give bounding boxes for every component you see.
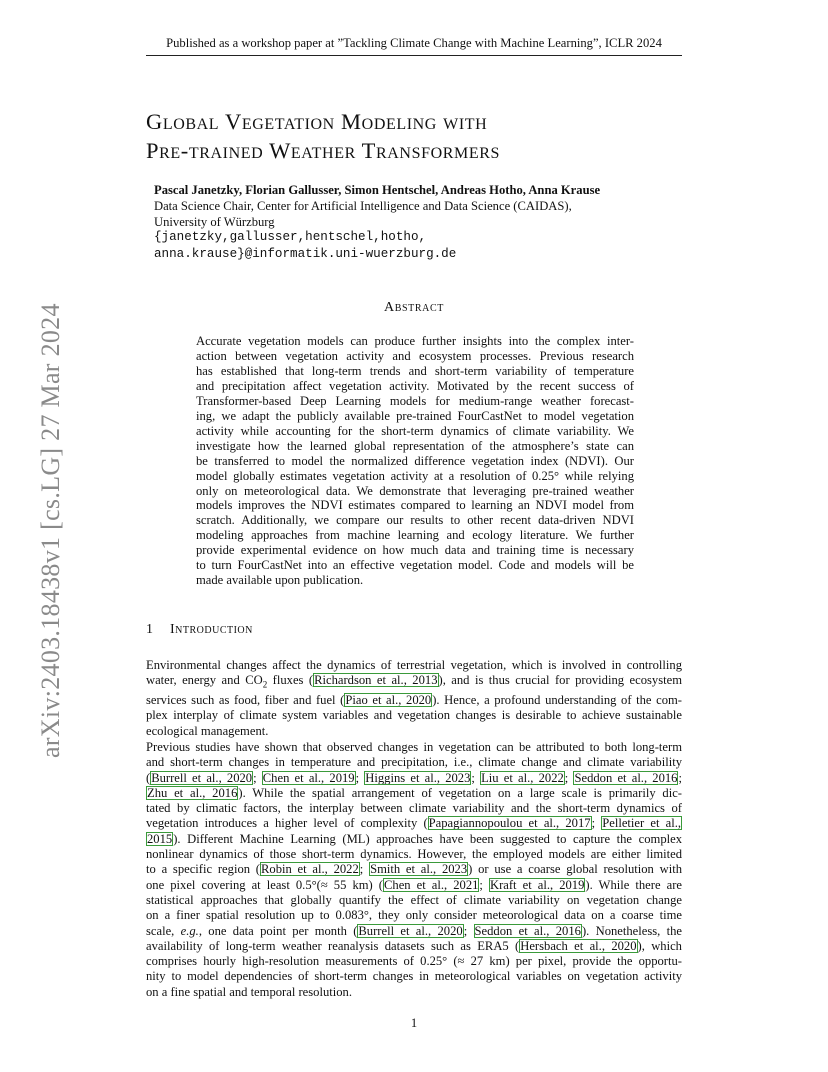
abstract-line: action between vegetation activity and ecosystem processes. Previous research	[196, 348, 634, 363]
citation-link[interactable]: Pelletier et al.,	[602, 816, 681, 831]
paragraph-line: one pixel covering at least 0.5°(≈ 55 km) (Chen et al., 2021; Kraft et al., 2019). While there are	[146, 877, 682, 892]
section-number: 1	[146, 622, 153, 637]
affiliation	[154, 199, 572, 230]
paragraph-line: on a fine spatial and temporal resolution.	[146, 984, 352, 999]
citation-link[interactable]: Higgins et al., 2023	[365, 770, 471, 785]
citation-link[interactable]: Seddon et al., 2016	[474, 923, 581, 938]
citation-link[interactable]: Papagiannopoulou et al., 2017	[428, 816, 591, 831]
paragraph-line: on a finer spatial resolution up to 0.083°, they only consider meteorological data on a coarse time	[146, 908, 682, 923]
paragraph-line: Environmental changes affect the dynamics of terrestrial vegetation, which is involved in controlling	[146, 658, 682, 672]
citation-link[interactable]: Kraft et al., 2019	[489, 877, 585, 892]
abstract-line: ing, we adapt the publicly available pre-trained FourCastNet to model vegetation	[196, 408, 634, 423]
paragraph-line: comprises hourly high-resolution measurements of 0.25° (≈ 27 km) per pixel, provide the opportu-	[146, 954, 682, 969]
affiliation-line-1: Data Science Chair, Center for Artificial Intelligence and Data Science (CAIDAS),	[154, 199, 572, 213]
abstract-line: scratch. Additionally, we compare our results to other recent data-driven NDVI	[196, 513, 634, 528]
abstract-line: provide experimental evidence on how much data and training time is necessary	[196, 543, 634, 558]
paragraph-line: and short-term changes in temperature and precipitation, i.e., climate change and climate variability	[146, 755, 682, 770]
abstract-line: activity while accounting for the short-term dynamics of climate variability. We	[196, 423, 634, 438]
email-line-1: {janetzky,gallusser,hentschel,hotho,	[154, 230, 427, 244]
paragraph-line: tated by climatic factors, the interplay between climate variability and the short-term dynamics of	[146, 801, 682, 816]
title-line-2: Pre-trained Weather Transformers	[146, 138, 500, 163]
page-number: 1	[410, 1016, 418, 1030]
citation-link[interactable]: Piao et al., 2020	[345, 693, 432, 708]
arxiv-identifier: arXiv:2403.18438v1 [cs.LG] 27 Mar 2024	[36, 303, 65, 758]
citation-link[interactable]: Liu et al., 2022	[481, 770, 564, 785]
paragraph-line: Previous studies have shown that observed changes in vegetation can be attributed to both long-term	[146, 740, 682, 754]
citation-link[interactable]: Robin et al., 2022	[261, 862, 359, 877]
title-line-1: Global Vegetation Modeling with	[146, 109, 488, 134]
abstract-heading: Abstract	[384, 300, 444, 315]
paragraph-line: nity to model dependencies of short-term changes in meteorological variables on vegetation activity	[146, 969, 682, 984]
abstract-line: Transformer-based Deep Learning models for medium-range weather forecast-	[196, 393, 634, 408]
paper-title	[146, 107, 706, 165]
abstract-line: be transferred to model the normalized difference vegetation index (NDVI). Our	[196, 453, 634, 468]
section-heading-introduction	[146, 622, 253, 638]
citation-link[interactable]: Zhu et al., 2016	[147, 785, 238, 800]
paragraph-line: 2015). Different Machine Learning (ML) approaches have been suggested to capture the complex	[147, 831, 682, 846]
citation-link[interactable]: Burrell et al., 2020	[358, 923, 463, 938]
abstract-line: investigate how the learned global representation of the atmosphere’s state can	[196, 438, 634, 453]
abstract-line: models improves the NDVI estimates compared to learning an NDVI model from	[196, 498, 634, 513]
paragraph-line: Zhu et al., 2016). While the spatial arrangement of vegetation on a large scale is primarily dic-	[147, 785, 682, 800]
paragraph-line: vegetation introduces a higher level of complexity (Papagiannopoulou et al., 2017; Pelletier et al.,	[146, 816, 681, 831]
header-rule	[146, 55, 682, 56]
abstract-line: to turn FourCastNet into an effective vegetation model. Code and models will be	[196, 558, 634, 573]
citation-link[interactable]: Richardson et al., 2013	[314, 673, 438, 688]
paragraph-line: water, energy and $CO_2$ fluxes (Richardson et al., 2013), and is thus crucial for providing ecosystem	[146, 673, 682, 690]
paragraph-line: scale, e.g., one data point per month (Burrell et al., 2020; Seddon et al., 2016). Nonetheless, the	[146, 923, 683, 938]
abstract-line: made available upon publication.	[196, 573, 364, 588]
abstract-line: Accurate vegetation models can produce further insights into the complex inter-	[196, 334, 634, 348]
abstract-line: only on meteorological data. We demonstrate that leveraging pre-trained weather	[196, 483, 634, 498]
citation-link[interactable]: Chen et al., 2021	[384, 877, 479, 892]
intro-paragraph-2	[146, 740, 682, 1000]
paragraph-line: services such as food, fiber and fuel (Piao et al., 2020). Hence, a profound understanding of the com-	[146, 693, 682, 708]
author-emails	[154, 229, 456, 262]
affiliation-line-2: University of Würzburg	[154, 214, 275, 229]
abstract-line: has established that long-term trends and short-term variability of temperature	[196, 363, 634, 378]
abstract-line: and precipitation affect vegetation activity. Motivated by the recent success of	[196, 378, 634, 393]
citation-link[interactable]: Burrell et al., 2020	[151, 770, 253, 785]
citation-link[interactable]: Chen et al., 2019	[262, 770, 355, 785]
citation-link[interactable]: 2015	[147, 831, 173, 846]
citation-link[interactable]: Smith et al., 2023	[370, 862, 468, 877]
citation-link[interactable]: Hersbach et al., 2020	[520, 938, 637, 953]
abstract-body	[196, 334, 634, 588]
paragraph-line: availability of long-term weather reanalysis datasets such as ERA5 (Hersbach et al., 2020), which	[146, 938, 682, 953]
intro-paragraph-1	[146, 658, 682, 739]
paragraph-line: ecological management.	[146, 723, 269, 738]
email-line-2: anna.krause}@informatik.uni-wuerzburg.de	[154, 246, 457, 261]
paragraph-line: to a specific region (Robin et al., 2022; Smith et al., 2023) or use a coarse global resolution with	[146, 862, 683, 877]
paragraph-line: statistical approaches that globally quantify the effect of climate variability on vegetation change	[146, 892, 682, 907]
abstract-line: modeling approaches from machine learning and ecology literature. We further	[196, 528, 634, 543]
running-header: Published as a workshop paper at ”Tackling Climate Change with Machine Learning”, ICLR 2024	[166, 36, 662, 50]
paragraph-line: (Burrell et al., 2020; Chen et al., 2019; Higgins et al., 2023; Liu et al., 2022; Seddon et al., 2016;	[146, 770, 682, 785]
paragraph-line: plex interplay of climate system variables and vegetation changes is desirable to achieve sustainable	[146, 708, 682, 723]
section-title: Introduction	[170, 622, 253, 637]
citation-link[interactable]: Seddon et al., 2016	[574, 770, 678, 785]
paragraph-line: nonlinear dynamics of those short-term dynamics. However, the employed models are either limited	[146, 847, 682, 862]
author-list: Pascal Janetzky, Florian Gallusser, Simon Hentschel, Andreas Hotho, Anna Krause	[154, 183, 601, 197]
abstract-line: model globally estimates vegetation activity at a resolution of 0.25° while relying	[196, 468, 634, 483]
